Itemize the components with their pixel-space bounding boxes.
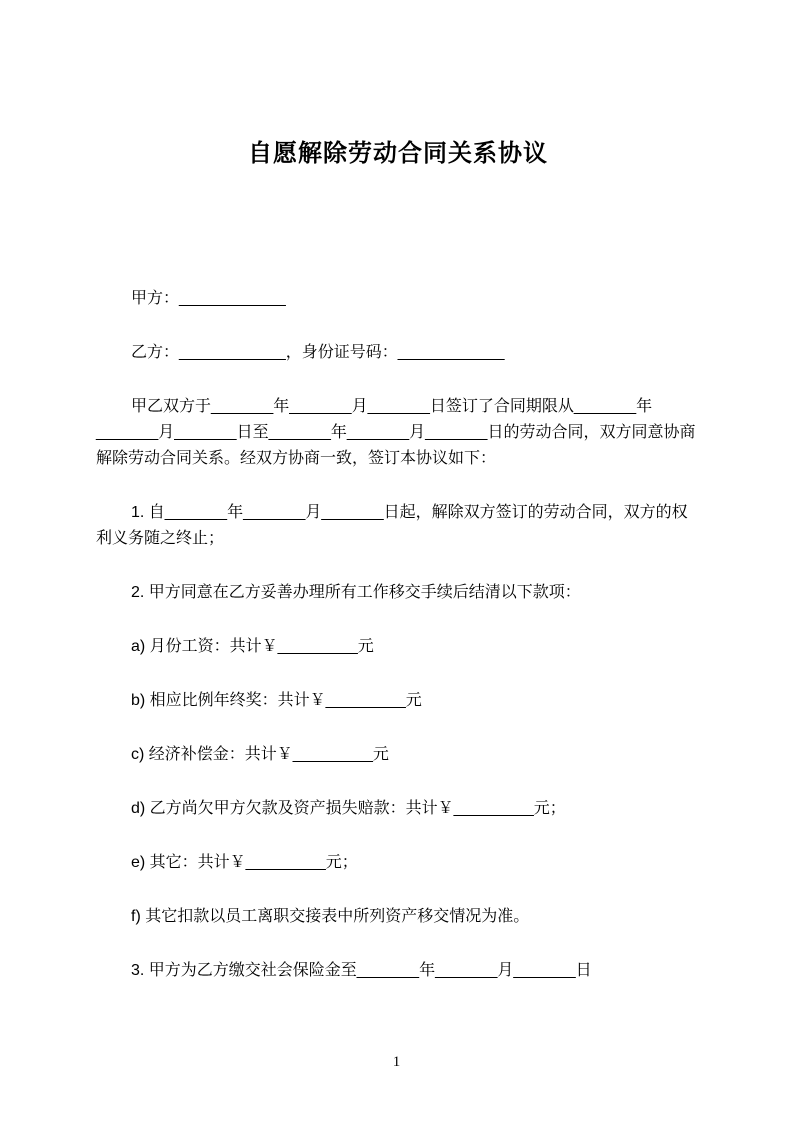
document-title: 自愿解除劳动合同关系协议 (248, 140, 548, 167)
paragraph-party-a: 甲方：____________ (131, 290, 286, 307)
paragraph-clause-2c: c) 经济补偿金：共计￥_________元 (131, 746, 389, 763)
page-number: 1 (392, 1054, 401, 1070)
paragraph-clause-2: 2. 甲方同意在乙方妥善办理所有工作移交手续后结清以下款项： (131, 584, 581, 601)
paragraph-clause-2e: e) 其它：共计￥_________元； (131, 854, 358, 871)
paragraph-clause-2a: a) 月份工资：共计￥_________元 (131, 638, 374, 655)
paragraph-clause-2f: f) 其它扣款以员工离职交接表中所列资产移交情况为准。 (131, 908, 530, 925)
paragraph-clause-2b: b) 相应比例年终奖：共计￥_________元 (131, 692, 422, 709)
paragraph-clause-3: 3. 甲方为乙方缴交社会保险金至_______年_______月_______日 (131, 962, 592, 979)
paragraph-intro-clause: 甲乙双方于_______年_______月_______日签订了合同期限从_______年_______月_______日至_______年_______月_______日的劳动合同，双方同意协商解除劳动合同关系。经双方协商一致，签订本协议如下： (96, 398, 696, 467)
paragraph-party-b: 乙方：____________，身份证号码：____________ (131, 344, 505, 361)
paragraph-clause-1: 1. 自_______年_______月_______日起，解除双方签订的劳动合同，双方的权利义务随之终止； (96, 504, 688, 547)
paragraph-clause-2d: d) 乙方尚欠甲方欠款及资产损失赔款：共计￥_________元； (131, 800, 566, 817)
